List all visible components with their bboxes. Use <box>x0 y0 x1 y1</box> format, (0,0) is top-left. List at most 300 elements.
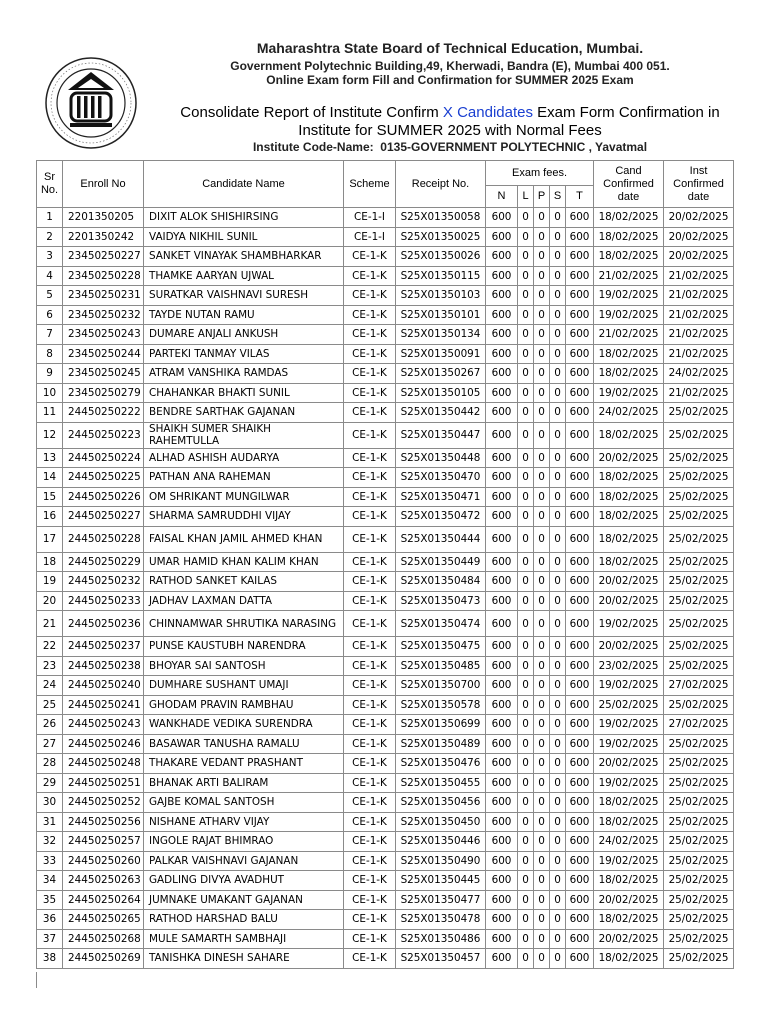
table-row <box>37 812 734 832</box>
header-fee-s: S <box>550 186 566 208</box>
cell-receipt-no: S25X01350477 <box>396 890 486 910</box>
cell-fee-l: 0 <box>518 949 534 969</box>
cell-cand-confirmed-date: 19/02/2025 <box>594 715 664 735</box>
cell-candidate-name: CHAHANKAR BHAKTI SUNIL <box>144 383 344 403</box>
cell-candidate-name: WANKHADE VEDIKA SURENDRA <box>144 715 344 735</box>
cell-sr-no: 35 <box>37 890 63 910</box>
cell-inst-confirmed-date: 20/02/2025 <box>664 227 734 247</box>
cell-fee-t: 600 <box>566 890 594 910</box>
cell-cand-confirmed-date: 19/02/2025 <box>594 851 664 871</box>
cell-fee-p: 0 <box>534 851 550 871</box>
cell-scheme: CE-1-K <box>344 487 396 507</box>
cell-fee-t: 600 <box>566 812 594 832</box>
cell-cand-confirmed-date: 19/02/2025 <box>594 676 664 696</box>
cell-scheme: CE-1-K <box>344 383 396 403</box>
cell-fee-n: 600 <box>486 383 518 403</box>
cell-fee-l: 0 <box>518 552 534 572</box>
cell-inst-confirmed-date: 25/02/2025 <box>664 422 734 448</box>
cell-fee-s: 0 <box>550 552 566 572</box>
cell-receipt-no: S25X01350025 <box>396 227 486 247</box>
cell-cand-confirmed-date: 20/02/2025 <box>594 754 664 774</box>
table-row <box>37 910 734 930</box>
cell-receipt-no: S25X01350448 <box>396 448 486 468</box>
cell-receipt-no: S25X01350455 <box>396 773 486 793</box>
cell-receipt-no: S25X01350456 <box>396 793 486 813</box>
cell-sr-no: 14 <box>37 468 63 488</box>
cell-scheme: CE-1-K <box>344 656 396 676</box>
cell-enroll-no: 24450250257 <box>63 832 144 852</box>
cell-inst-confirmed-date: 27/02/2025 <box>664 715 734 735</box>
header-sr-no: Sr No. <box>37 161 63 208</box>
cell-scheme: CE-1-K <box>344 949 396 969</box>
table-row <box>37 325 734 345</box>
cell-fee-s: 0 <box>550 344 566 364</box>
header-exam-fees: Exam fees. <box>486 161 594 186</box>
cell-fee-p: 0 <box>534 526 550 552</box>
cell-fee-s: 0 <box>550 812 566 832</box>
cell-fee-n: 600 <box>486 591 518 611</box>
cell-fee-s: 0 <box>550 890 566 910</box>
cell-fee-n: 600 <box>486 611 518 637</box>
cell-enroll-no: 24450250263 <box>63 871 144 891</box>
table-row <box>37 754 734 774</box>
cell-sr-no: 7 <box>37 325 63 345</box>
cell-fee-s: 0 <box>550 227 566 247</box>
cell-receipt-no: S25X01350105 <box>396 383 486 403</box>
table-row <box>37 949 734 969</box>
cell-fee-n: 600 <box>486 448 518 468</box>
cell-receipt-no: S25X01350091 <box>396 344 486 364</box>
cell-sr-no: 32 <box>37 832 63 852</box>
cell-scheme: CE-1-K <box>344 448 396 468</box>
cell-fee-n: 600 <box>486 266 518 286</box>
cell-receipt-no: S25X01350475 <box>396 637 486 657</box>
cell-enroll-no: 24450250222 <box>63 403 144 423</box>
table-row <box>37 591 734 611</box>
cell-fee-p: 0 <box>534 448 550 468</box>
cell-sr-no: 29 <box>37 773 63 793</box>
cell-inst-confirmed-date: 21/02/2025 <box>664 305 734 325</box>
cell-enroll-no: 24450250238 <box>63 656 144 676</box>
cell-scheme: CE-1-K <box>344 552 396 572</box>
cell-fee-n: 600 <box>486 325 518 345</box>
cell-candidate-name: PUNSE KAUSTUBH NARENDRA <box>144 637 344 657</box>
cell-sr-no: 23 <box>37 656 63 676</box>
cell-fee-s: 0 <box>550 734 566 754</box>
cell-enroll-no: 23450250231 <box>63 286 144 306</box>
cell-enroll-no: 23450250227 <box>63 247 144 267</box>
cell-fee-n: 600 <box>486 754 518 774</box>
cell-fee-n: 600 <box>486 676 518 696</box>
institute-label: Institute Code-Name: <box>252 140 374 154</box>
msbte-logo <box>44 56 138 150</box>
cell-candidate-name: BASAWAR TANUSHA RAMALU <box>144 734 344 754</box>
header-candidate-name: Candidate Name <box>144 161 344 208</box>
cell-fee-l: 0 <box>518 890 534 910</box>
cell-fee-p: 0 <box>534 383 550 403</box>
cell-fee-n: 600 <box>486 793 518 813</box>
cell-candidate-name: NISHANE ATHARV VIJAY <box>144 812 344 832</box>
cell-scheme: CE-1-K <box>344 910 396 930</box>
cell-enroll-no: 24450250237 <box>63 637 144 657</box>
cell-inst-confirmed-date: 25/02/2025 <box>664 656 734 676</box>
candidates-table <box>36 160 734 969</box>
header-fee-n: N <box>486 186 518 208</box>
cell-inst-confirmed-date: 21/02/2025 <box>664 266 734 286</box>
cell-fee-p: 0 <box>534 793 550 813</box>
cell-inst-confirmed-date: 20/02/2025 <box>664 208 734 228</box>
cell-enroll-no: 23450250244 <box>63 344 144 364</box>
cell-receipt-no: S25X01350103 <box>396 286 486 306</box>
cell-fee-t: 600 <box>566 448 594 468</box>
cell-cand-confirmed-date: 20/02/2025 <box>594 890 664 910</box>
cell-fee-t: 600 <box>566 266 594 286</box>
cell-fee-n: 600 <box>486 344 518 364</box>
cell-receipt-no: S25X01350484 <box>396 572 486 592</box>
cell-fee-l: 0 <box>518 611 534 637</box>
cell-inst-confirmed-date: 25/02/2025 <box>664 552 734 572</box>
cell-receipt-no: S25X01350449 <box>396 552 486 572</box>
table-row <box>37 286 734 306</box>
cell-inst-confirmed-date: 25/02/2025 <box>664 507 734 527</box>
cell-receipt-no: S25X01350473 <box>396 591 486 611</box>
cell-receipt-no: S25X01350446 <box>396 832 486 852</box>
cell-enroll-no: 24450250233 <box>63 591 144 611</box>
cell-scheme: CE-1-K <box>344 929 396 949</box>
cell-fee-s: 0 <box>550 910 566 930</box>
cell-enroll-no: 24450250240 <box>63 676 144 696</box>
cell-fee-s: 0 <box>550 448 566 468</box>
cell-cand-confirmed-date: 19/02/2025 <box>594 773 664 793</box>
cell-candidate-name: DIXIT ALOK SHISHIRSING <box>144 208 344 228</box>
cell-fee-s: 0 <box>550 364 566 384</box>
cell-scheme: CE-1-K <box>344 871 396 891</box>
cell-fee-t: 600 <box>566 325 594 345</box>
cell-enroll-no: 24450250226 <box>63 487 144 507</box>
cell-enroll-no: 23450250232 <box>63 305 144 325</box>
cell-enroll-no: 2201350205 <box>63 208 144 228</box>
cell-fee-s: 0 <box>550 695 566 715</box>
cell-receipt-no: S25X01350101 <box>396 305 486 325</box>
cell-fee-t: 600 <box>566 305 594 325</box>
cell-fee-n: 600 <box>486 851 518 871</box>
cell-fee-n: 600 <box>486 227 518 247</box>
cell-enroll-no: 2201350242 <box>63 227 144 247</box>
cell-cand-confirmed-date: 18/02/2025 <box>594 468 664 488</box>
table-row <box>37 637 734 657</box>
msbte-seal-icon <box>44 56 138 150</box>
cell-fee-l: 0 <box>518 305 534 325</box>
report-title-pre: Consolidate Report of Institute Confirm <box>180 104 443 121</box>
cell-fee-l: 0 <box>518 247 534 267</box>
cell-enroll-no: 24450250260 <box>63 851 144 871</box>
cell-scheme: CE-1-K <box>344 422 396 448</box>
cell-inst-confirmed-date: 25/02/2025 <box>664 695 734 715</box>
cell-sr-no: 34 <box>37 871 63 891</box>
cell-receipt-no: S25X01350267 <box>396 364 486 384</box>
cell-fee-n: 600 <box>486 572 518 592</box>
cell-inst-confirmed-date: 25/02/2025 <box>664 832 734 852</box>
cell-scheme: CE-1-K <box>344 507 396 527</box>
cell-fee-t: 600 <box>566 468 594 488</box>
cell-fee-n: 600 <box>486 949 518 969</box>
cell-fee-p: 0 <box>534 695 550 715</box>
cell-receipt-no: S25X01350474 <box>396 611 486 637</box>
cell-cand-confirmed-date: 25/02/2025 <box>594 695 664 715</box>
cell-sr-no: 21 <box>37 611 63 637</box>
cell-fee-l: 0 <box>518 364 534 384</box>
cell-inst-confirmed-date: 25/02/2025 <box>664 793 734 813</box>
cell-fee-p: 0 <box>534 572 550 592</box>
table-row <box>37 266 734 286</box>
cell-sr-no: 8 <box>37 344 63 364</box>
cell-inst-confirmed-date: 25/02/2025 <box>664 526 734 552</box>
cell-scheme: CE-1-K <box>344 572 396 592</box>
cell-fee-l: 0 <box>518 325 534 345</box>
cell-scheme: CE-1-K <box>344 468 396 488</box>
table-row <box>37 468 734 488</box>
cell-fee-s: 0 <box>550 266 566 286</box>
cell-candidate-name: FAISAL KHAN JAMIL AHMED KHAN <box>144 526 344 552</box>
cell-fee-t: 600 <box>566 227 594 247</box>
cell-candidate-name: RATHOD HARSHAD BALU <box>144 910 344 930</box>
table-row <box>37 448 734 468</box>
table-row <box>37 676 734 696</box>
cell-scheme: CE-1-K <box>344 812 396 832</box>
cell-cand-confirmed-date: 23/02/2025 <box>594 656 664 676</box>
cell-fee-p: 0 <box>534 266 550 286</box>
cell-fee-l: 0 <box>518 734 534 754</box>
cell-fee-n: 600 <box>486 812 518 832</box>
cell-candidate-name: SANKET VINAYAK SHAMBHARKAR <box>144 247 344 267</box>
cell-enroll-no: 23450250243 <box>63 325 144 345</box>
cell-inst-confirmed-date: 21/02/2025 <box>664 325 734 345</box>
cell-receipt-no: S25X01350490 <box>396 851 486 871</box>
table-row <box>37 871 734 891</box>
cell-candidate-name: BHOYAR SAI SANTOSH <box>144 656 344 676</box>
header-fee-p: P <box>534 186 550 208</box>
cell-candidate-name: PARTEKI TANMAY VILAS <box>144 344 344 364</box>
cell-receipt-no: S25X01350450 <box>396 812 486 832</box>
cell-fee-s: 0 <box>550 403 566 423</box>
cell-inst-confirmed-date: 25/02/2025 <box>664 448 734 468</box>
cell-candidate-name: INGOLE RAJAT BHIMRAO <box>144 832 344 852</box>
cell-fee-n: 600 <box>486 832 518 852</box>
cell-cand-confirmed-date: 24/02/2025 <box>594 403 664 423</box>
cell-sr-no: 20 <box>37 591 63 611</box>
cell-scheme: CE-1-I <box>344 227 396 247</box>
cell-receipt-no: S25X01350471 <box>396 487 486 507</box>
cell-candidate-name: PATHAN ANA RAHEMAN <box>144 468 344 488</box>
table-row <box>37 929 734 949</box>
cell-enroll-no: 24450250229 <box>63 552 144 572</box>
cell-cand-confirmed-date: 18/02/2025 <box>594 344 664 364</box>
cell-scheme: CE-1-K <box>344 754 396 774</box>
institute-code-name <box>140 140 760 154</box>
cell-cand-confirmed-date: 18/02/2025 <box>594 812 664 832</box>
cell-fee-s: 0 <box>550 676 566 696</box>
cell-inst-confirmed-date: 27/02/2025 <box>664 676 734 696</box>
cell-fee-l: 0 <box>518 208 534 228</box>
cell-scheme: CE-1-I <box>344 208 396 228</box>
cell-candidate-name: SHAIKH SUMER SHAIKH RAHEMTULLA <box>144 422 344 448</box>
cell-fee-n: 600 <box>486 929 518 949</box>
cell-fee-t: 600 <box>566 949 594 969</box>
cell-fee-p: 0 <box>534 929 550 949</box>
cell-fee-n: 600 <box>486 656 518 676</box>
cell-cand-confirmed-date: 20/02/2025 <box>594 637 664 657</box>
cell-fee-n: 600 <box>486 487 518 507</box>
cell-fee-p: 0 <box>534 305 550 325</box>
cell-inst-confirmed-date: 21/02/2025 <box>664 286 734 306</box>
cell-scheme: CE-1-K <box>344 773 396 793</box>
cell-cand-confirmed-date: 18/02/2025 <box>594 487 664 507</box>
cell-fee-l: 0 <box>518 851 534 871</box>
cell-fee-s: 0 <box>550 325 566 345</box>
cell-cand-confirmed-date: 18/02/2025 <box>594 364 664 384</box>
cell-sr-no: 3 <box>37 247 63 267</box>
institute-value: 0135-GOVERNMENT POLYTECHNIC , Yavatmal <box>380 140 648 154</box>
cell-fee-s: 0 <box>550 871 566 891</box>
cell-sr-no: 1 <box>37 208 63 228</box>
cell-fee-t: 600 <box>566 871 594 891</box>
cell-inst-confirmed-date: 25/02/2025 <box>664 403 734 423</box>
table-row <box>37 695 734 715</box>
cell-receipt-no: S25X01350115 <box>396 266 486 286</box>
cell-inst-confirmed-date: 25/02/2025 <box>664 572 734 592</box>
cell-fee-n: 600 <box>486 552 518 572</box>
exam-subtitle: Online Exam form Fill and Confirmation for SUMMER 2025 Exam <box>266 73 634 87</box>
table-row <box>37 611 734 637</box>
cell-sr-no: 12 <box>37 422 63 448</box>
cell-fee-n: 600 <box>486 286 518 306</box>
cell-fee-p: 0 <box>534 364 550 384</box>
board-name: Maharashtra State Board of Technical Education, Mumbai. <box>256 40 644 56</box>
cell-candidate-name: BHANAK ARTI BALIRAM <box>144 773 344 793</box>
cell-candidate-name: ATRAM VANSHIKA RAMDAS <box>144 364 344 384</box>
cell-receipt-no: S25X01350486 <box>396 929 486 949</box>
cell-fee-p: 0 <box>534 871 550 891</box>
cell-sr-no: 5 <box>37 286 63 306</box>
cell-sr-no: 28 <box>37 754 63 774</box>
cell-sr-no: 18 <box>37 552 63 572</box>
cell-fee-l: 0 <box>518 526 534 552</box>
cell-cand-confirmed-date: 19/02/2025 <box>594 734 664 754</box>
cell-enroll-no: 24450250246 <box>63 734 144 754</box>
cell-enroll-no: 24450250232 <box>63 572 144 592</box>
cell-candidate-name: OM SHRIKANT MUNGILWAR <box>144 487 344 507</box>
cell-receipt-no: S25X01350700 <box>396 676 486 696</box>
cell-enroll-no: 24450250223 <box>63 422 144 448</box>
cell-enroll-no: 24450250268 <box>63 929 144 949</box>
cell-sr-no: 31 <box>37 812 63 832</box>
cell-fee-n: 600 <box>486 871 518 891</box>
table-row <box>37 364 734 384</box>
cell-cand-confirmed-date: 24/02/2025 <box>594 832 664 852</box>
cell-fee-n: 600 <box>486 403 518 423</box>
cell-inst-confirmed-date: 21/02/2025 <box>664 383 734 403</box>
cell-scheme: CE-1-K <box>344 851 396 871</box>
cell-fee-t: 600 <box>566 637 594 657</box>
cell-inst-confirmed-date: 25/02/2025 <box>664 487 734 507</box>
cell-fee-n: 600 <box>486 734 518 754</box>
table-row <box>37 572 734 592</box>
cell-fee-s: 0 <box>550 591 566 611</box>
cell-inst-confirmed-date: 25/02/2025 <box>664 754 734 774</box>
table-row <box>37 247 734 267</box>
cell-fee-n: 600 <box>486 305 518 325</box>
table-row <box>37 507 734 527</box>
cell-sr-no: 6 <box>37 305 63 325</box>
cell-fee-t: 600 <box>566 286 594 306</box>
cell-candidate-name: UMAR HAMID KHAN KALIM KHAN <box>144 552 344 572</box>
table-row <box>37 890 734 910</box>
cell-fee-p: 0 <box>534 676 550 696</box>
cell-fee-l: 0 <box>518 448 534 468</box>
cell-receipt-no: S25X01350445 <box>396 871 486 891</box>
cell-scheme: CE-1-K <box>344 286 396 306</box>
cell-sr-no: 36 <box>37 910 63 930</box>
cell-fee-t: 600 <box>566 851 594 871</box>
cell-fee-n: 600 <box>486 773 518 793</box>
cell-inst-confirmed-date: 25/02/2025 <box>664 611 734 637</box>
cell-inst-confirmed-date: 25/02/2025 <box>664 890 734 910</box>
cell-candidate-name: ALHAD ASHISH AUDARYA <box>144 448 344 468</box>
table-row <box>37 552 734 572</box>
table-row <box>37 227 734 247</box>
cell-receipt-no: S25X01350457 <box>396 949 486 969</box>
cell-fee-s: 0 <box>550 468 566 488</box>
table-row <box>37 773 734 793</box>
cell-fee-n: 600 <box>486 507 518 527</box>
cell-sr-no: 22 <box>37 637 63 657</box>
table-row <box>37 208 734 228</box>
cell-fee-p: 0 <box>534 422 550 448</box>
cell-fee-l: 0 <box>518 422 534 448</box>
cell-cand-confirmed-date: 19/02/2025 <box>594 305 664 325</box>
cell-fee-t: 600 <box>566 910 594 930</box>
cell-scheme: CE-1-K <box>344 695 396 715</box>
cell-fee-n: 600 <box>486 422 518 448</box>
table-row <box>37 832 734 852</box>
cell-fee-p: 0 <box>534 773 550 793</box>
cell-inst-confirmed-date: 25/02/2025 <box>664 851 734 871</box>
cell-fee-t: 600 <box>566 383 594 403</box>
cell-fee-t: 600 <box>566 487 594 507</box>
cell-scheme: CE-1-K <box>344 715 396 735</box>
cell-fee-l: 0 <box>518 637 534 657</box>
cell-receipt-no: S25X01350026 <box>396 247 486 267</box>
cell-sr-no: 15 <box>37 487 63 507</box>
cell-cand-confirmed-date: 20/02/2025 <box>594 929 664 949</box>
cell-fee-t: 600 <box>566 832 594 852</box>
cell-enroll-no: 24450250252 <box>63 793 144 813</box>
cell-candidate-name: VAIDYA NIKHIL SUNIL <box>144 227 344 247</box>
cell-fee-p: 0 <box>534 468 550 488</box>
cell-candidate-name: MULE SAMARTH SAMBHAJI <box>144 929 344 949</box>
cell-cand-confirmed-date: 18/02/2025 <box>594 871 664 891</box>
cell-fee-l: 0 <box>518 344 534 364</box>
cell-fee-n: 600 <box>486 715 518 735</box>
cell-fee-p: 0 <box>534 325 550 345</box>
cell-fee-l: 0 <box>518 227 534 247</box>
cell-fee-t: 600 <box>566 695 594 715</box>
cell-fee-s: 0 <box>550 851 566 871</box>
cell-sr-no: 16 <box>37 507 63 527</box>
cell-inst-confirmed-date: 20/02/2025 <box>664 247 734 267</box>
cell-fee-p: 0 <box>534 208 550 228</box>
cell-scheme: CE-1-K <box>344 247 396 267</box>
